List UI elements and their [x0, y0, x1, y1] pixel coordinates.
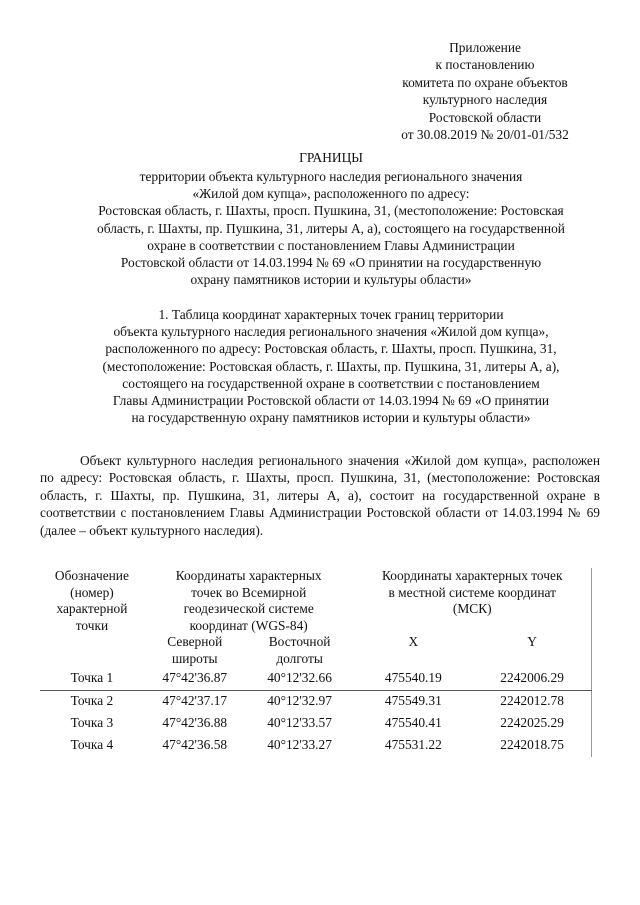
- header-text: Координаты характерных точек: [382, 568, 563, 583]
- appendix-line: от 30.08.2019 № 20/01-01/532: [401, 127, 569, 143]
- header-text: точки: [75, 617, 109, 633]
- cell-north: 47°42'36.58: [162, 737, 228, 753]
- cell-y: 2242006.29: [473, 668, 591, 691]
- subheader-text: Восточной: [268, 634, 331, 650]
- header-text: (номер): [70, 584, 114, 600]
- subtitle-line: область, г. Шахты, пр. Пушкина, 31, литеры А, а), состоящего на государственной: [97, 220, 565, 236]
- header-text: точек во Всемирной: [191, 584, 307, 600]
- header-wgs: [144, 568, 354, 634]
- table-row: [40, 735, 592, 757]
- subheader-north: [144, 634, 246, 667]
- appendix-line: культурного наследия: [422, 92, 548, 108]
- table-title-line: (местоположение: Ростовская область, г. Шахты, пр. Пушкина, 31, литеры А, а),: [102, 358, 560, 374]
- header-text: (МСК): [452, 601, 492, 617]
- subtitle-line: Ростовской области от 14.03.1994 № 69 «О принятии на государственную: [120, 255, 542, 271]
- header-msk: [353, 568, 591, 634]
- header-text: координат (WGS-84): [189, 617, 308, 633]
- table-title: [40, 306, 622, 426]
- appendix-block: [380, 39, 590, 143]
- document-heading: ГРАНИЦЫ: [299, 150, 363, 165]
- table-title-line: на государственную охрану памятников истории и культуры области»: [131, 410, 531, 426]
- header-point: [40, 568, 144, 668]
- cell-east: 40°12'33.27: [267, 737, 332, 753]
- document-subtitle: [40, 168, 622, 288]
- subtitle-line: Ростовская область, г. Шахты, просп. Пушкина, 31, (местоположение: Ростовская: [98, 203, 564, 219]
- cell-x: 475549.31: [384, 693, 442, 709]
- cell-point: Точка 4: [70, 737, 114, 753]
- table-row: [40, 690, 592, 713]
- table-title-line: объекта культурного наследия регионального значения «Жилой дом купца»,: [113, 324, 549, 340]
- cell-x: 475540.41: [384, 715, 442, 731]
- subheader-text: долготы: [276, 650, 323, 666]
- cell-point: Точка 1: [40, 668, 144, 691]
- subtitle-line: «Жилой дом купца», расположенного по адресу:: [192, 186, 470, 202]
- cell-x: 475540.19: [353, 668, 473, 691]
- cell-y: 2242025.29: [473, 713, 591, 735]
- header-text: Координаты характерных: [175, 568, 322, 583]
- cell-north: 47°42'36.88: [162, 715, 228, 731]
- subtitle-line: территории объекта культурного наследия регионального значения: [139, 169, 523, 184]
- subtitle-line: охрану памятников истории и культуры области»: [190, 272, 472, 288]
- header-text: характерной: [56, 601, 128, 617]
- subheader-text: широты: [172, 650, 218, 666]
- subheader-x: X: [408, 634, 419, 650]
- table-row: [40, 668, 592, 691]
- cell-y: 2242012.78: [473, 690, 591, 713]
- table-title-line: расположенного по адресу: Ростовская область, г. Шахты, просп. Пушкина, 31,: [105, 341, 557, 357]
- subtitle-line: охране в соответствии с постановлением Главы Администрации: [147, 237, 515, 253]
- cell-x: 475531.22: [384, 737, 442, 753]
- cell-y: 2242018.75: [473, 735, 591, 757]
- header-text: Обозначение: [54, 568, 129, 583]
- header-text: геодезической системе: [183, 601, 314, 617]
- appendix-line: Ростовской области: [428, 109, 542, 125]
- header-text: в местной системе координат: [388, 584, 557, 600]
- table-row: [40, 713, 592, 735]
- appendix-line: комитета по охране объектов: [402, 74, 568, 90]
- cell-point: Точка 2: [70, 693, 114, 709]
- table-title-line: Главы Администрации Ростовской области от 14.03.1994 № 69 «О принятии: [112, 393, 550, 409]
- table-title-line: состоящего на государственной охране в соответствии с постановлением: [122, 375, 540, 391]
- description-paragraph: Объект культурного наследия регионального значения «Жилой дом купца», расположен по адресу: Ростовская область, г. Шахты, просп. Пушкина, 31, (местоположение: Ростовская область, г. Шахты, пр. Пушкина, 31, литеры А, а), состоит на государственной охране в соответствии с постановлением Главы Администрации Ростовской области от 14.03.1994 № 69 (далее – объект культурного наследия).: [40, 453, 600, 538]
- table-title-line: 1. Таблица координат характерных точек границ территории: [158, 307, 504, 322]
- cell-point: Точка 3: [70, 715, 114, 731]
- cell-north: 47°42'37.17: [162, 693, 228, 709]
- cell-east: 40°12'32.66: [246, 668, 354, 691]
- coordinates-table: [40, 568, 592, 757]
- appendix-line: к постановлению: [435, 57, 535, 73]
- subheader-east: [246, 634, 354, 667]
- cell-north: 47°42'36.87: [144, 668, 246, 691]
- subheader-text: Северной: [167, 634, 223, 650]
- cell-east: 40°12'32.97: [267, 693, 332, 709]
- cell-east: 40°12'33.57: [267, 715, 332, 731]
- subheader-y: Y: [473, 634, 591, 667]
- appendix-line: Приложение: [449, 40, 521, 55]
